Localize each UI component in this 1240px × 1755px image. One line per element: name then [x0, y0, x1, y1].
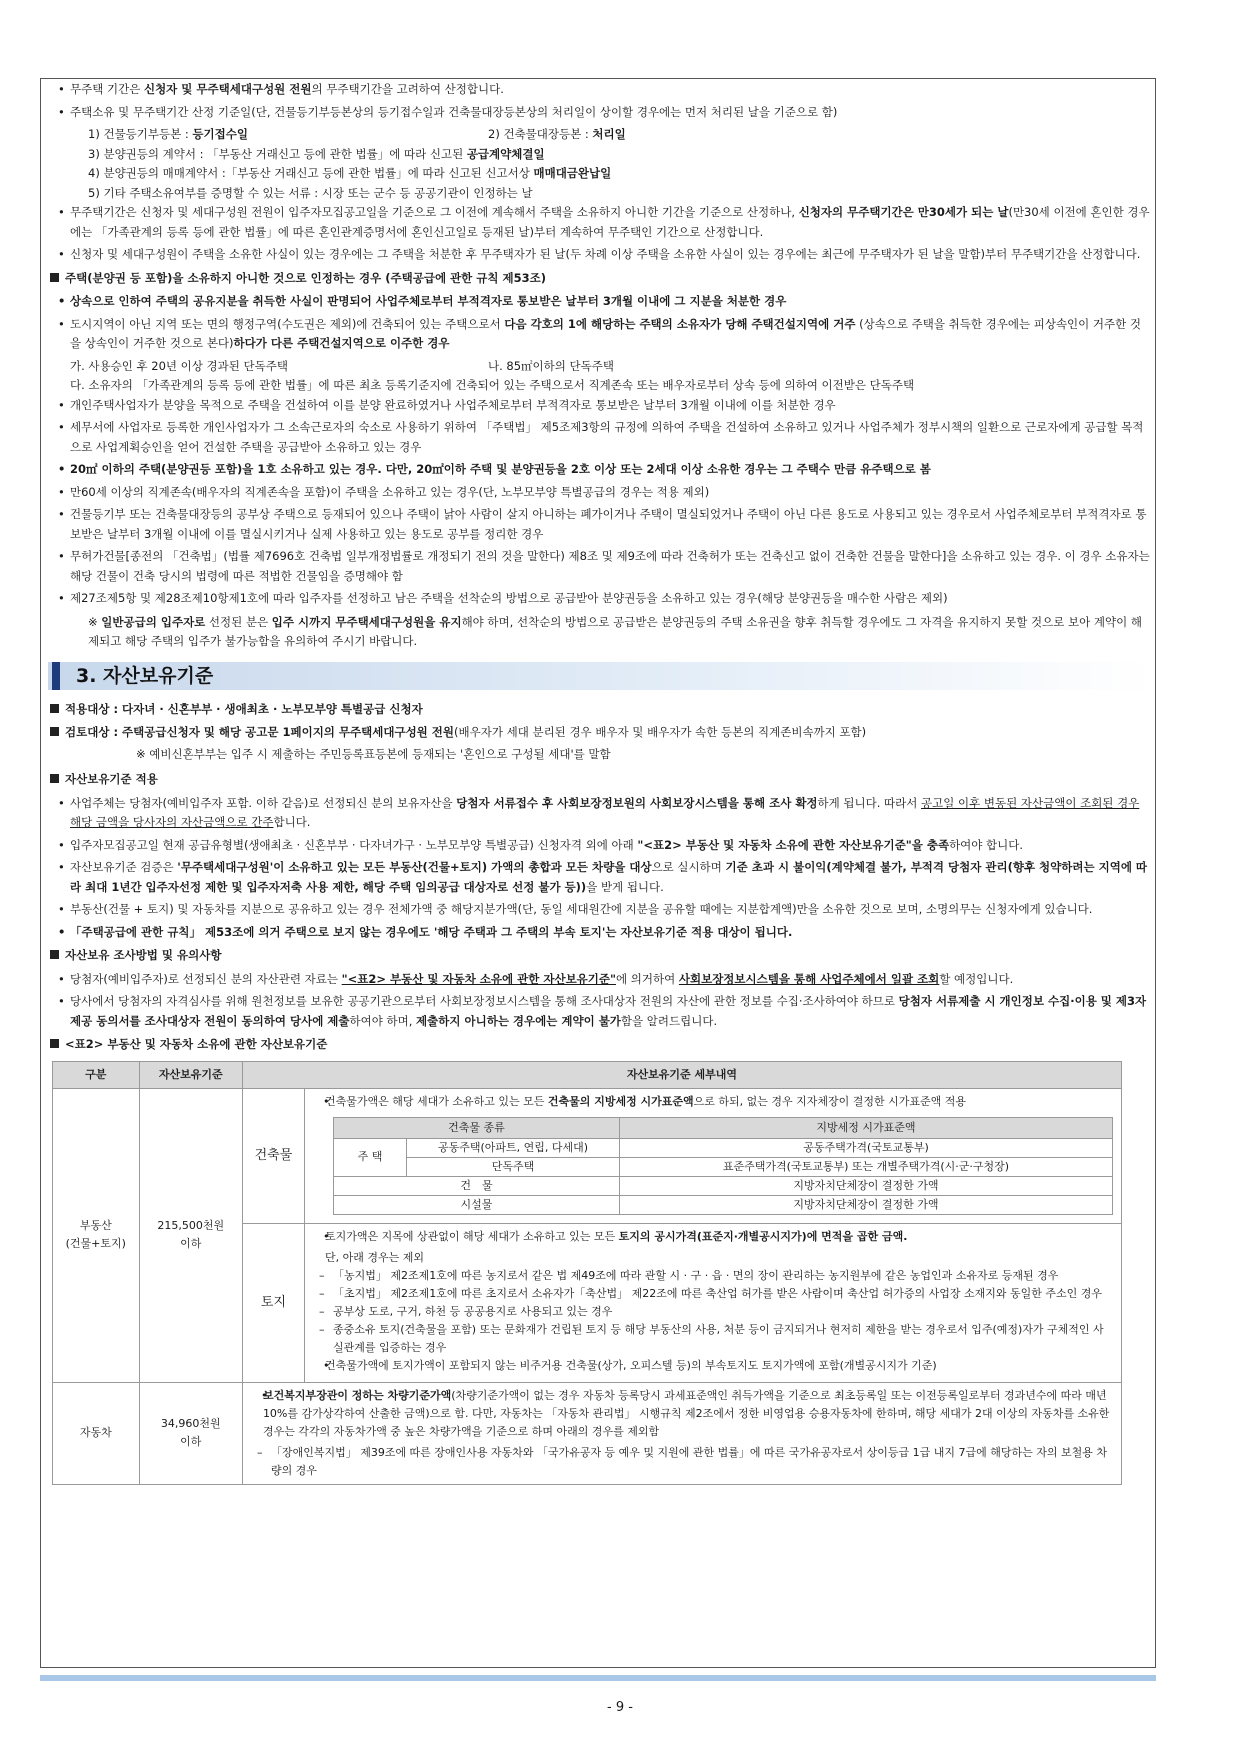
survey-item-1: • 당첨자(예비입주자)로 선정되신 분의 자산관련 자료는 "<표2> 부동산 및 자동차 소유에 관한 자산보유기준"에 의거하여 사회보장정보시스템을 통해 사업주체에서 일괄 조회할 예정입니다.: [48, 970, 1152, 990]
survey-header: 자산보유 조사방법 및 유의사항: [48, 946, 1152, 966]
apply-item-1: • 사업주체는 당첨자(예비입주자 포함. 이하 같음)로 선정되신 분의 보유자산을 당첨자 서류접수 후 사회보장정보원의 사회보장시스템을 통해 조사 확정하게 됩니다. 따라서 공고일 이후 변동된 자산금액이 조회된 경우 해당 금액을 당사자의 자산금액으로 간주합니다.: [48, 794, 1152, 833]
survey-item-2: • 당사에서 당첨자의 자격심사를 위해 원천정보를 보유한 공공기관으로부터 사회보장정보시스템을 통해 조사대상자 전원의 자산에 관한 정보를 수집·조사하여야 하므로 당첨자 서류제출 시 개인정보 수집·이용 및 제3자 제공 동의서를 조사대상자 전원이 동의하여 당사에 제출하여야 하며, 제출하지 아니하는 경우에는 계약이 불가함을 알려드립니다.: [48, 992, 1152, 1031]
document-body: [48, 80, 1152, 1485]
car-amount-cell: 34,960천원 이하: [139, 1382, 242, 1484]
not-owned-item-3: • 개인주택사업자가 분양을 목적으로 주택을 건설하여 이를 분양 완료하였거나 사업주체로부터 부적격자로 통보받은 날부터 3개월 이내에 이를 처분한 경우: [48, 396, 1152, 416]
apply-target: 적용대상 : 다자녀 · 신혼부부 · 생애최초 · 노부모부양 특별공급 신청자: [48, 700, 1152, 720]
apply-item-2: • 입주자모집공고일 현재 공급유형별(생애최초 · 신혼부부 · 다자녀가구 · 노부모부양 특별공급) 신청자격 외에 아래 "<표2> 부동산 및 자동차 소유에 관한 자산보유기준"을 충족하여야 합니다.: [48, 836, 1152, 856]
section-accent-bar: [52, 662, 60, 690]
apply-item-3: • 자산보유기준 검증은 '무주택세대구성원'이 소유하고 있는 모든 부동산(건물+토지) 가액의 총합과 모든 차량을 대상으로 실시하며 기준 초과 시 불이익(계약체결 불가, 부적격 당첨자 관리(향후 청약하려는 지역에 따라 최대 1년간 입주자선정 제한 및 입주자저축 사용 제한, 해당 주택 임의공급 대상자로 선정 불가 등))을 받게 됩니다.: [48, 858, 1152, 897]
asset-standard-table: [52, 1061, 1122, 1485]
not-owned-header: 주택(분양권 등 포함)을 소유하지 아니한 것으로 인정하는 경우 (주택공급에 관한 규칙 제53조): [48, 269, 1152, 289]
bullet-reference-date: • 주택소유 및 무주택기간 산정 기준일(단, 건물등기부등본상의 등기접수일과 건축물대장등본상의 처리일이 상이할 경우에는 먼저 처리된 날을 기준으로 함): [48, 103, 1152, 123]
bullet-period-calc: • 무주택기간은 신청자 및 세대구성원 전원이 입주자모집공고일을 기준으로 그 이전에 계속해서 주택을 소유하지 아니한 기간을 기준으로 산정하나, 신청자의 무주택기간은 만30세가 되는 날(만30세 이전에 혼인한 경우에는 「가족관계의 등록 등에 관한 법률」에 따른 혼인관계증명서에 혼인신고일로 등재된 날)부터 계속하여 무주택인 기간으로 산정합니다.: [48, 203, 1152, 242]
apply-item-5: • 「주택공급에 관한 규칙」 제53조에 의거 주택으로 보지 않는 경우에도 '해당 주택과 그 주택의 부속 토지'는 자산보유기준 적용 대상이 됩니다.: [48, 923, 1152, 943]
bullet-prior-ownership: • 신청자 및 세대구성원이 주택을 소유한 사실이 있는 경우에는 그 주택을 처분한 후 무주택자가 된 날(두 차례 이상 주택을 소유한 사실이 있는 경우에는 최근에 무주택자가 된 날을 말함)부터 무주택기간을 산정합니다.: [48, 245, 1152, 265]
land-label: 토지: [242, 1223, 304, 1382]
numbered-row-1-2: 1) 건물등기부등본 : 등기접수일 2) 건축물대장등본 : 처리일: [88, 127, 626, 141]
col-header-standard: 자산보유기준: [139, 1061, 242, 1088]
bullet-no-home-period: • 무주택 기간은 신청자 및 무주택세대구성원 전원의 무주택기간을 고려하여 산정합니다.: [48, 80, 1152, 100]
section-heading: [48, 662, 1152, 690]
not-owned-item-6: • 만60세 이상의 직계존속(배우자의 직계존속을 포함)이 주택을 소유하고 있는 경우(단, 노부모부양 특별공급의 경우는 적용 제외): [48, 483, 1152, 503]
land-detail: • 토지가액은 지목에 상관없이 해당 세대가 소유하고 있는 모든 토지의 공시가격(표준지·개별공시지가)에 면적을 곱한 금액. 단, 아래 경우는 제외 – 「농지법」 제2조제1호에 따른 농지로서 같은 법 제49조에 따라 관할 시 · 구 · 읍 · 면의 장이 관리하는 농지원부에 같은 농업인과 소유자로 등재된 경우 – 「초지법」 제2조제1호에 따른 초지로서 소유자가「축산법」 제22조에 따른 축산업 허가를 받은 사람이며 축산업 허가증의 사업장 소재지와 동일한 주소인 경우 – 공부상 도로, 구거, 하천 등 공공용지로 사용되고 있는 경우 – 종중소유 토지(건축물을 포함) 또는 문화재가 건립된 토지 등 해당 부동산의 사용, 처분 등이 금지되거나 현저히 제한을 받는 경우로서 입주(예정)자가 구체적인 사실관계를 입증하는 경우 • 건축물가액에 토지가액이 포함되지 않는 비주거용 건축물(상가, 오피스텔 등)의 부속토지도 토지가액에 포함(개별공시지가 기준): [305, 1223, 1122, 1382]
square-bullet-icon: [50, 774, 59, 783]
not-owned-item-2: • 도시지역이 아닌 지역 또는 면의 행정구역(수도권은 제외)에 건축되어 있는 주택으로서 다음 각호의 1에 해당하는 주택의 소유자가 당해 주택건설지역에 거주 (상속으로 주택을 취득한 경우에는 피상속인이 거주한 것을 상속인이 거주한 것으로 본다)하다가 다른 주택건설지역으로 이주한 경우: [48, 315, 1152, 354]
section-title: 3. 자산보유기준: [76, 664, 214, 687]
realestate-amount-cell: 215,500천원 이하: [139, 1088, 242, 1382]
not-owned-item-1: • 상속으로 인하여 주택의 공유지분을 취득한 사실이 판명되어 사업주체로부터 부적격자로 통보받은 날부터 3개월 이내에 그 지분을 처분한 경우: [48, 292, 1152, 312]
numbered-4: 4) 분양권등의 매매계약서 :「부동산 거래신고 등에 관한 법률」에 따라 신고된 신고서상 매매대금완납일: [88, 166, 612, 180]
table-header-row: [53, 1061, 1122, 1088]
footer-bar: [40, 1675, 1156, 1681]
not-owned-sub-da: 다. 소유자의 「가족관계의 등록 등에 관한 법률」에 따른 최초 등록기준지에 건축되어 있는 주택으로서 직계존속 또는 배우자로부터 상속 등에 의하여 이전받은 단독주택: [70, 378, 915, 392]
col-header-type: 구분: [53, 1061, 140, 1088]
page-number: - 9 -: [607, 1700, 633, 1715]
not-owned-sub-ga-na: 가. 사용승인 후 20년 이상 경과된 단독주택 나. 85㎡이하의 단독주택: [70, 358, 614, 373]
apply-item-4: • 부동산(건물 + 토지) 및 자동차를 지분으로 공유하고 있는 경우 전체가액 중 해당지분가액(단, 동일 세대원간에 지분을 공유할 때에는 지분합계액)만을 소유한 것으로 보며, 소명의무는 신청자에게 있습니다.: [48, 900, 1152, 920]
not-owned-item-5: • 20㎡ 이하의 주택(분양권등 포함)을 1호 소유하고 있는 경우. 다만, 20㎡이하 주택 및 분양권등을 2호 이상 또는 2세대 이상 소유한 경우는 그 주택수 만큼 유주택으로 봄: [48, 460, 1152, 480]
square-bullet-icon: [50, 273, 59, 282]
table-row-building: [53, 1088, 1122, 1223]
not-owned-item-8: • 무허가건물[종전의 「건축법」(법률 제7696호 건축법 일부개정법률로 개정되기 전의 것을 말한다) 제8조 및 제9조에 따라 건축허가 또는 건축신고 없이 건축한 건물을 말한다]을 소유하고 있는 경우. 이 경우 소유자는 해당 건물이 건축 당시의 법령에 따른 적법한 건물임을 증명해야 함: [48, 547, 1152, 586]
not-owned-item-7: • 건물등기부 또는 건축물대장등의 공부상 주택으로 등재되어 있으나 주택이 낡아 사람이 살지 아니하는 폐가이거나 주택이 멸실되었거나 주택이 아닌 다른 용도로 사용되고 있는 경우로서 사업주체로부터 부적격자로 통보받은 날부터 3개월 이내에 이를 멸실시키거나 실제 사용하고 있는 용도로 공부를 정리한 경우: [48, 505, 1152, 544]
table-title: <표2> 부동산 및 자동차 소유에 관한 자산보유기준: [48, 1035, 1152, 1055]
numbered-3: 3) 분양권등의 계약서 : 「부동산 거래신고 등에 관한 법률」에 따라 신고된 공급계약체결일: [88, 146, 545, 161]
realestate-label-cell: 부동산 (건물+토지): [53, 1088, 140, 1382]
square-bullet-icon: [50, 704, 59, 713]
table-row-car: [53, 1382, 1122, 1484]
review-note: ※ 예비신혼부부는 입주 시 제출하는 주민등록표등본에 등재되는 '혼인으로 구성될 세대'를 말함: [136, 746, 611, 761]
review-target: 검토대상 : 주택공급신청자 및 해당 공고문 1페이지의 무주택세대구성원 전원(배우자가 세대 분리된 경우 배우자 및 배우자가 속한 등본의 직계존비속까지 포함): [48, 723, 1152, 743]
numbered-5: 5) 기타 주택소유여부를 증명할 수 있는 서류 : 시장 또는 군수 등 공공기관이 인정하는 날: [88, 185, 533, 200]
square-bullet-icon: [50, 727, 59, 736]
not-owned-note: ※ 일반공급의 입주자로 선정된 분은 입주 시까지 무주택세대구성원을 유지해야 하며, 선착순의 방법으로 공급받은 분양권등의 주택 소유권을 향후 취득할 경우에도 그 자격을 유지하지 못할 것으로 보아 계약이 해제되고 해당 주택의 입주가 불가능함을 유의하여 주시기 바랍니다.: [88, 614, 1143, 648]
building-price-table: 건축물 종류 지방세정 시가표준액 주 택 공동주택(아파트, 연립, 다세대) 공동주택가격(국토교통부) 단독주택 표준주택가격(국토교통부) 또는 개별주택가격(시·군·구청장) 건 물 지방자치단체장이 결정한 가액 시설물 지방자치단체장이 결정한 가액: [333, 1117, 1113, 1215]
car-label: 자동차: [53, 1382, 140, 1484]
car-detail: • 보건복지부장관이 정하는 차량기준가액(차량기준가액이 없는 경우 자동차 등록당시 과세표준액인 취득가액을 기준으로 최초등록일 또는 이전등록일로부터 경과년수에 따라 매년 10%를 감가상각하여 산출한 금액)으로 함. 다만, 자동차는 「자동차 관리법」 시행규칙 제2조에서 정한 비영업용 승용자동차에 한하며, 해당 세대가 2대 이상의 자동차를 소유한 경우는 각각의 자동차가액 중 높은 차량가액을 기준으로 하며 아래의 경우를 제외함 – 「장애인복지법」 제39조에 따른 장애인사용 자동차와 「국가유공자 등 예우 및 지원에 관한 법률」에 따른 국가유공자로서 상이등급 1급 내지 7급에 해당하는 자의 보철용 차량의 경우: [242, 1382, 1121, 1484]
square-bullet-icon: [50, 950, 59, 959]
not-owned-item-9: • 제27조제5항 및 제28조제10항제1호에 따라 입주자를 선정하고 남은 주택을 선착순의 방법으로 공급받아 분양권등을 소유하고 있는 경우(해당 분양권등을 매수한 사람은 제외): [48, 589, 1152, 609]
not-owned-item-4: • 세무서에 사업자로 등록한 개인사업자가 그 소속근로자의 숙소로 사용하기 위하여 「주택법」 제5조제3항의 규정에 의하여 주택을 건설하여 소유하고 있거나 사업주체가 정부시책의 일환으로 근로자에게 공급할 목적으로 사업계획승인을 얻어 건설한 주택을 공급받아 소유하고 있는 경우: [48, 418, 1152, 457]
square-bullet-icon: [50, 1039, 59, 1048]
col-header-detail: 자산보유기준 세부내역: [242, 1061, 1121, 1088]
apply-header: 자산보유기준 적용: [48, 770, 1152, 790]
building-label: 건축물: [242, 1088, 304, 1223]
building-detail: • 건축물가액은 해당 세대가 소유하고 있는 모든 건축물의 지방세정 시가표준액으로 하되, 없는 경우 지자체장이 결정한 시가표준액 적용 건축물 종류 지방세정 시가표준액 주 택 공동주택(아파트, 연립, 다세대) 공동주택가격(국토교통부) 단독주택 표준주택가격(국토교통부) 또는 개별주택가격(시·군·구청장) 건 물 지방자치단체장이 결정한 가액 시설물 지방자치단체장이 결정한 가액: [305, 1088, 1122, 1223]
